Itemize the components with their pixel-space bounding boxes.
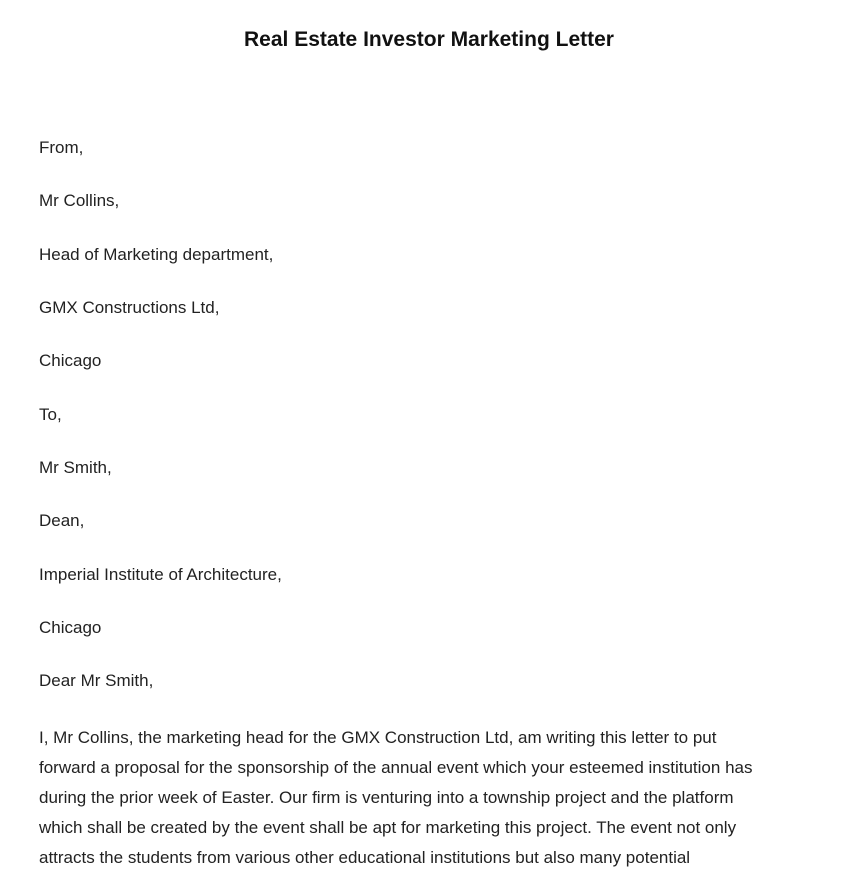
- recipient-institution: Imperial Institute of Architecture,: [39, 565, 282, 584]
- from-label: From,: [39, 138, 84, 157]
- recipient-position: Dean,: [39, 511, 85, 530]
- body-line: during the prior week of Easter. Our firm is venturing into a township project and the platform: [39, 788, 734, 807]
- body-line: forward a proposal for the sponsorship of the annual event which your esteemed institution has: [39, 758, 753, 777]
- salutation: Dear Mr Smith,: [39, 671, 154, 690]
- recipient-city: Chicago: [39, 618, 102, 637]
- sender-name: Mr Collins,: [39, 191, 120, 210]
- sender-position: Head of Marketing department,: [39, 245, 274, 264]
- to-label: To,: [39, 405, 62, 424]
- body-line: I, Mr Collins, the marketing head for the GMX Construction Ltd, am writing this letter to put: [39, 728, 717, 747]
- body-paragraph: [39, 723, 819, 873]
- recipient-name: Mr Smith,: [39, 458, 112, 477]
- letter-title: Real Estate Investor Marketing Letter: [244, 28, 614, 51]
- sender-city: Chicago: [39, 351, 102, 370]
- body-line: attracts the students from various other educational institutions but also many potential: [39, 848, 691, 867]
- sender-company: GMX Constructions Ltd,: [39, 298, 220, 317]
- body-line: which shall be created by the event shall be apt for marketing this project. The event not only: [39, 818, 737, 837]
